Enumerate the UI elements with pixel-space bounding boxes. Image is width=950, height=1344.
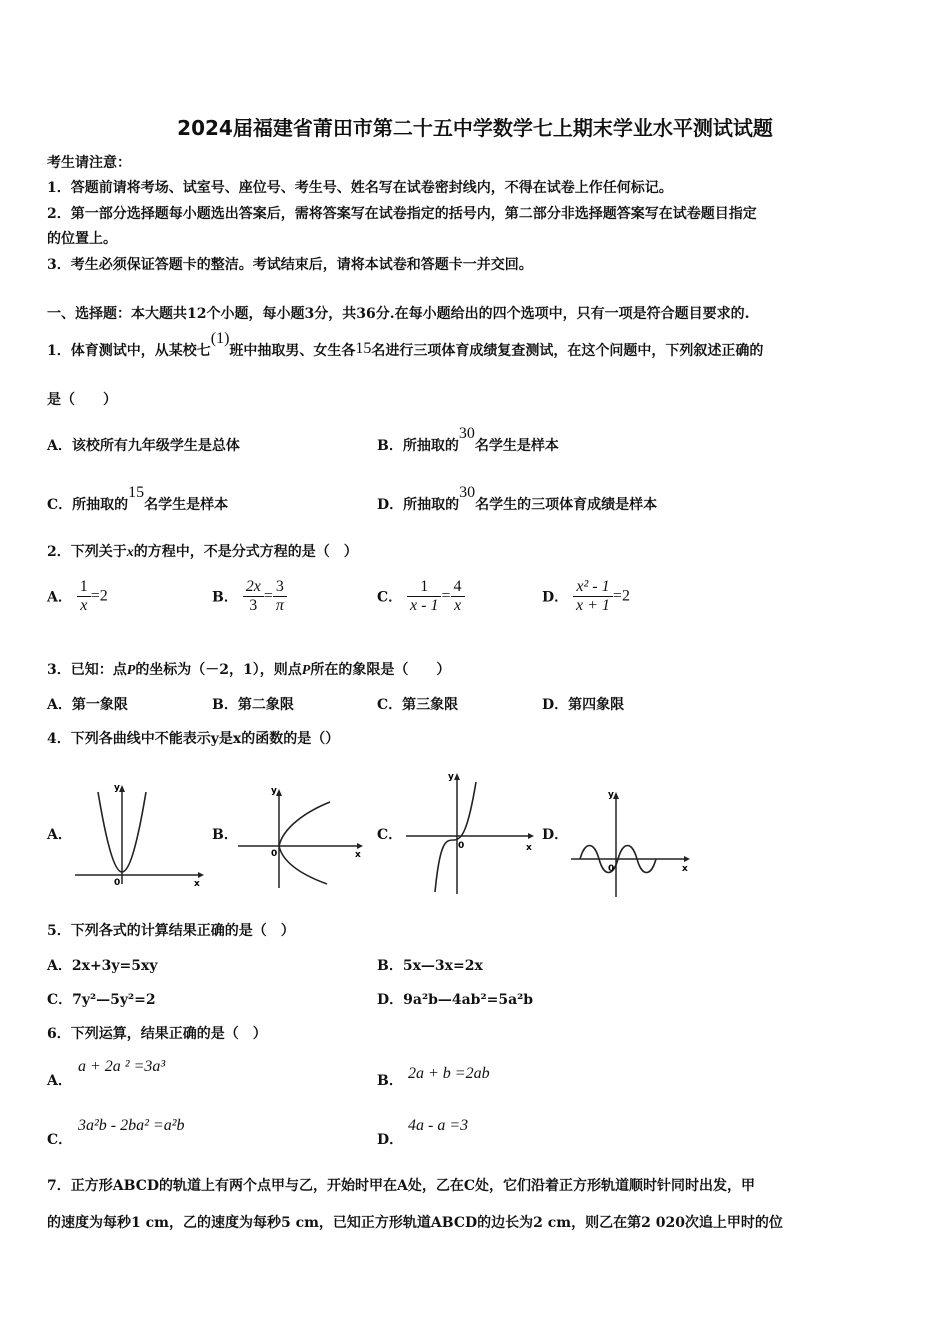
q5-option-d[interactable]: D．9a²b—4ab²=5a²b	[377, 992, 534, 1008]
q6-a-expression: a + 2a ² =3a³	[78, 1058, 166, 1075]
q2-c-fraction-1	[407, 578, 441, 615]
q2-c-fraction-2	[451, 578, 465, 615]
q2-b-numerator: 2x	[243, 578, 264, 597]
q2-d-label: D．	[542, 589, 569, 606]
question-1-stem-end: 是（ ）	[47, 392, 117, 408]
question-7-line-1: 7．正方形ABCD的轨道上有两个点甲与乙，开始时甲在A处，乙在C处，它们沿着正方形轨道顺时针同时出发，甲	[47, 1178, 755, 1194]
q5-option-a[interactable]: A．2x+3y=5xy	[47, 958, 158, 974]
q1-c-text-1: C．所抽取的	[47, 497, 129, 513]
q1-class-number: (1)	[210, 330, 230, 347]
q4-d-axis-y: y	[608, 790, 614, 800]
question-3-stem	[47, 659, 450, 679]
question-1-stem	[47, 330, 764, 360]
q1-option-c[interactable]	[47, 484, 229, 514]
q4-option-c[interactable]: C．	[377, 827, 403, 843]
q1-b-number: 30	[458, 425, 475, 442]
notice-heading: 考生请注意：	[47, 155, 131, 171]
q2-b-denominator: 3	[249, 597, 258, 614]
q3-point-p-2: P	[301, 663, 311, 678]
q2-c-label: C．	[377, 589, 403, 606]
q3-option-a[interactable]: A．第一象限	[47, 697, 128, 713]
q2-a-fraction	[77, 578, 91, 615]
notice-line-1: 1．答题前请将考场、试室号、座位号、考生号、姓名写在试卷密封线内，不得在试卷上作任何标记。	[47, 180, 673, 196]
q6-option-b[interactable]: B．	[377, 1073, 403, 1089]
q4-graph-b	[235, 780, 365, 890]
q1-c-number: 15	[128, 484, 145, 501]
q6-option-d[interactable]: D．	[377, 1132, 404, 1148]
q2-d-denominator: x + 1	[576, 597, 610, 614]
q6-d-expression: 4a - a =3	[408, 1117, 469, 1134]
q2-c-equals: =	[441, 587, 451, 605]
q4-option-a[interactable]: A．	[47, 827, 72, 843]
q1-d-number: 30	[459, 484, 476, 501]
q3-option-b[interactable]: B．第二象限	[212, 697, 294, 713]
q2-d-rhs: =2	[612, 587, 630, 605]
q1-b-text-2: 名学生是样本	[474, 438, 559, 454]
q1-part-3: 名进行三项体育成绩复查测试，在这个问题中，下列叙述正确的	[371, 343, 764, 359]
q2-d-fraction	[573, 578, 613, 615]
q4-graph-c	[402, 770, 542, 898]
q4-graph-d	[568, 785, 693, 900]
q2-option-b[interactable]	[212, 578, 287, 615]
q2-c-denominator-2: x	[453, 597, 462, 614]
q1-c-text-2: 名学生是样本	[144, 497, 229, 513]
q2-option-d[interactable]	[542, 578, 630, 615]
q1-option-d[interactable]	[377, 484, 658, 514]
q4-c-axis-x: x	[526, 843, 532, 853]
q1-count: 15	[355, 340, 372, 357]
q2-c-numerator-2: 4	[451, 578, 465, 597]
q4-b-axis-y: y	[271, 786, 277, 796]
q4-a-axis-y: y	[114, 783, 120, 793]
q2-c-numerator: 1	[407, 578, 441, 597]
q1-d-text-2: 名学生的三项体育成绩是样本	[475, 497, 658, 513]
q3-option-c[interactable]: C．第三象限	[377, 697, 459, 713]
q6-c-expression: 3a²b - 2ba² =a²b	[78, 1117, 185, 1134]
q3-part-2: 的坐标为（－2，1），则点	[135, 662, 302, 678]
q2-b-label: B．	[212, 589, 238, 606]
q4-c-origin: 0	[458, 841, 465, 851]
q2-option-a[interactable]	[47, 578, 108, 615]
q2-b-denominator-2: π	[275, 597, 284, 614]
q2-d-numerator: x² - 1	[573, 578, 613, 597]
q1-part-1: 1．体育测试中，从某校七	[47, 343, 211, 359]
q4-graph-a	[70, 780, 205, 890]
notice-line-2b: 的位置上。	[47, 231, 117, 247]
q2-c-denominator: x - 1	[410, 597, 439, 614]
q6-option-c[interactable]: C．	[47, 1132, 73, 1148]
section-heading: 一、选择题：本大题共12个小题，每小题3分，共36分.在每小题给出的四个选项中，只有一项是符合题目要求的.	[47, 306, 750, 322]
q3-part-1: 3．已知：点	[47, 662, 127, 678]
q2-part-2: 的方程中，不是分式方程的是（ ）	[133, 544, 358, 560]
q2-part-1: 2．下列关于	[47, 544, 127, 560]
q4-a-axis-x: x	[194, 879, 200, 889]
q5-option-b[interactable]: B．5x—3x=2x	[377, 958, 483, 974]
q2-a-numerator: 1	[77, 578, 91, 597]
q1-part-2: 班中抽取男、女生各	[229, 343, 356, 359]
question-6-stem: 6．下列运算，结果正确的是（ ）	[47, 1026, 267, 1042]
q2-option-c[interactable]	[377, 578, 465, 615]
question-2-stem	[47, 541, 358, 561]
q4-option-d[interactable]: D．	[542, 827, 569, 843]
q6-option-a[interactable]: A．	[47, 1073, 72, 1089]
q4-option-b[interactable]: B．	[212, 827, 238, 843]
q4-b-origin: 0	[271, 849, 278, 859]
q1-option-a[interactable]: A．该校所有九年级学生是总体	[47, 438, 240, 454]
q4-b-axis-x: x	[355, 850, 361, 860]
q4-d-axis-x: x	[682, 864, 688, 874]
q5-option-c[interactable]: C．7y²—5y²=2	[47, 992, 156, 1008]
q2-a-rhs: =2	[90, 587, 108, 605]
page-title: 2024届福建省莆田市第二十五中学数学七上期末学业水平测试试题	[177, 116, 773, 140]
q2-b-fraction-1	[243, 578, 264, 615]
q3-point-p: P	[126, 663, 136, 678]
q3-part-3: 所在的象限是（ ）	[310, 662, 451, 678]
q6-b-expression: 2a + b =2ab	[408, 1065, 490, 1082]
q2-a-denominator: x	[80, 597, 88, 614]
q4-d-origin: 0	[608, 864, 615, 874]
q3-option-d[interactable]: D．第四象限	[542, 697, 625, 713]
question-5-stem: 5．下列各式的计算结果正确的是（ ）	[47, 923, 295, 939]
q4-c-axis-y: y	[448, 772, 454, 782]
q2-variable: x	[126, 545, 134, 560]
notice-line-2a: 2．第一部分选择题每小题选出答案后，需将答案写在试卷指定的括号内，第二部分非选择题答案写在试卷题目指定	[47, 206, 757, 222]
q2-b-equals: =	[263, 587, 273, 605]
q2-a-label: A．	[47, 589, 72, 606]
q1-b-text-1: B．所抽取的	[377, 438, 459, 454]
q2-b-fraction-2	[273, 578, 287, 615]
question-7-line-2: 的速度为每秒1 cm，乙的速度为每秒5 cm，已知正方形轨道ABCD的边长为2 cm，则乙在第2 020次追上甲时的位	[47, 1215, 783, 1231]
q4-a-origin: 0	[114, 878, 121, 888]
notice-line-3: 3．考生必须保证答题卡的整洁。考试结束后，请将本试卷和答题卡一并交回。	[47, 257, 533, 273]
q2-b-numerator-2: 3	[273, 578, 287, 597]
q1-option-b[interactable]	[377, 425, 559, 455]
question-4-stem: 4．下列各曲线中不能表示y是x的函数的是（）	[47, 731, 340, 747]
q1-d-text-1: D．所抽取的	[377, 497, 460, 513]
